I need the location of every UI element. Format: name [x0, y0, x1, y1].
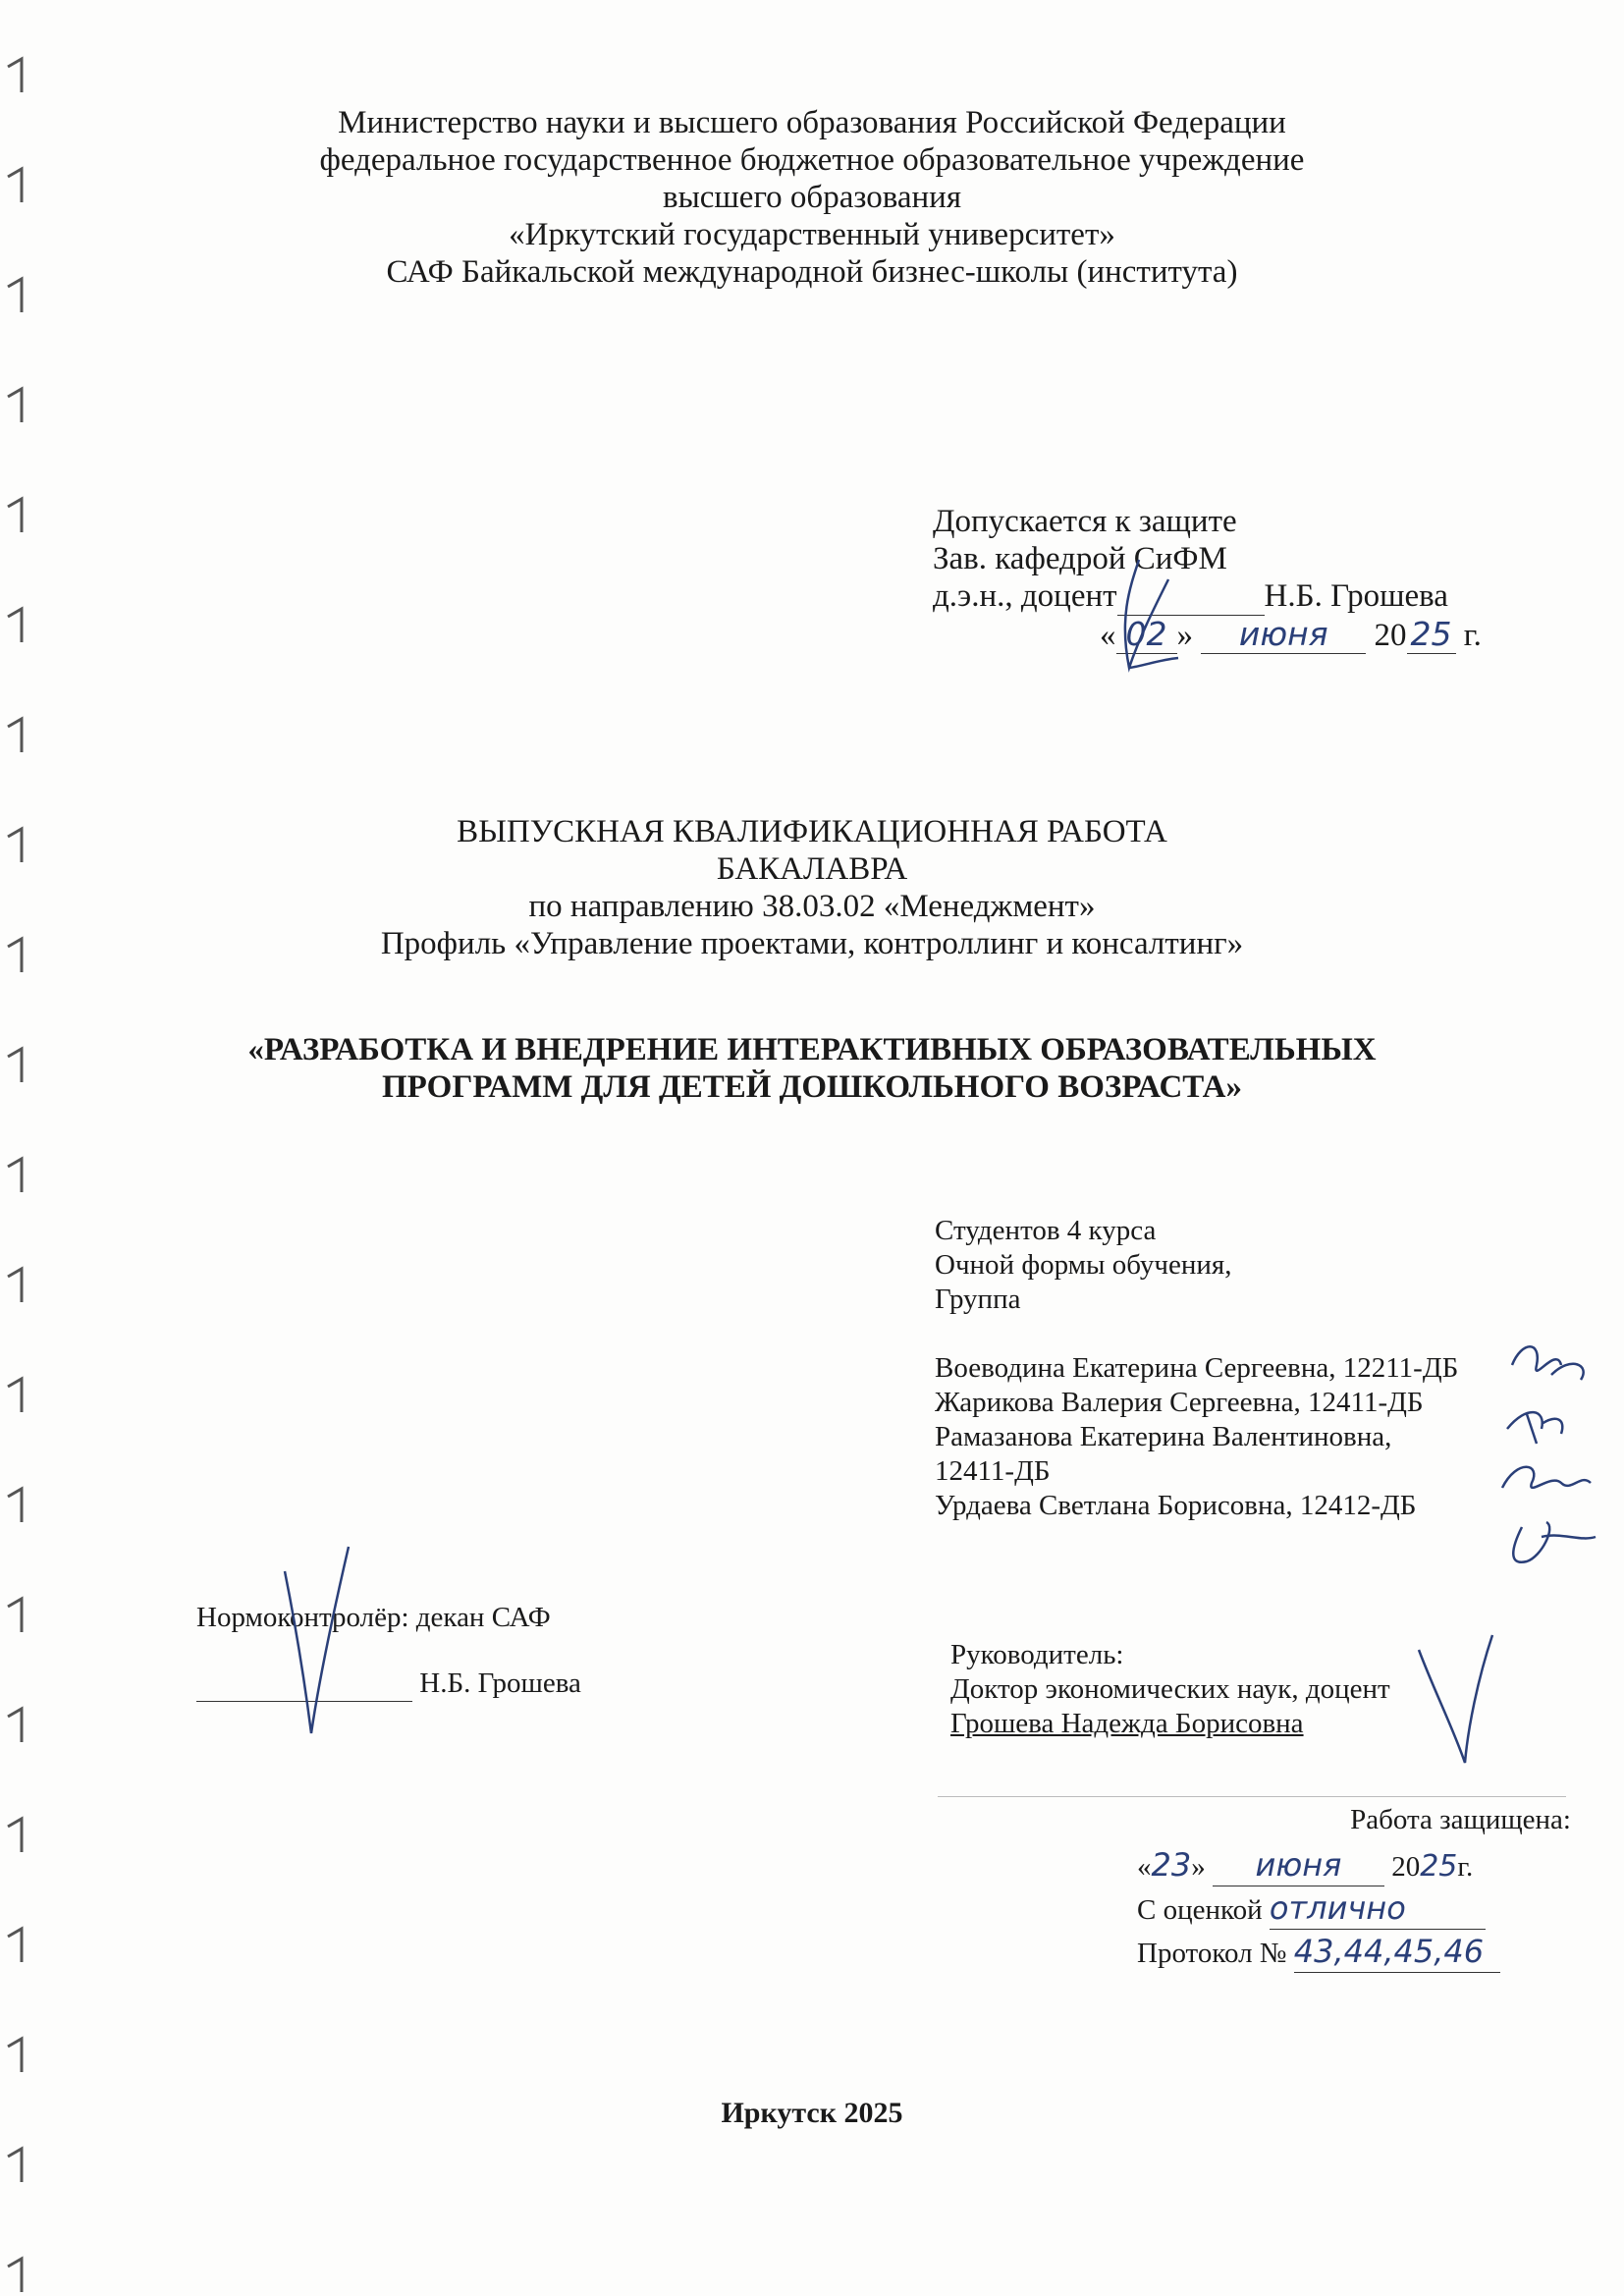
divider-line — [938, 1796, 1566, 1797]
defense-date-close-quote: » — [1191, 1851, 1206, 1883]
approval-date-close-quote: » — [1176, 618, 1193, 653]
defense-protocol-row — [1137, 1931, 1500, 1974]
approval-date-suffix: г. — [1463, 618, 1482, 653]
approval-date-year-suffix: 25 — [1407, 616, 1456, 654]
defense-date-month: июня — [1213, 1844, 1384, 1886]
defense-date-year-suffix: 25 — [1420, 1849, 1458, 1884]
header-line-education-level: высшего образования — [663, 180, 961, 215]
header-line-institution-type: федеральное государственное бюджетное образовательное учреждение — [319, 142, 1305, 178]
student-1: Воеводина Екатерина Сергеевна, 12211-ДБ — [935, 1352, 1459, 1384]
footer-city-year: Иркутск 2025 — [721, 2097, 903, 2129]
normcontrol-label: Нормоконтролёр: декан САФ — [196, 1602, 551, 1633]
work-type-line2: БАКАЛАВРА — [716, 851, 908, 887]
thesis-topic-line2: ПРОГРАММ ДЛЯ ДЕТЕЙ ДОШКОЛЬНОГО ВОЗРАСТА» — [382, 1069, 1242, 1105]
direction-line: по направлению 38.03.02 «Менеджмент» — [528, 889, 1096, 924]
supervisor-name: Грошева Надежда Борисовна — [950, 1708, 1304, 1739]
header-line-university: «Иркутский государственный университет» — [509, 217, 1115, 252]
binding-mark — [8, 1709, 22, 1742]
institution-header — [0, 104, 1624, 291]
header-line-school: САФ Байкальской международной бизнес-школы (института) — [386, 254, 1238, 290]
profile-line: Профиль «Управление проектами, контроллинг и консалтинг» — [380, 926, 1244, 961]
normcontrol-signature-row — [196, 1667, 581, 1702]
work-title-block — [0, 813, 1624, 962]
supervisor-block — [950, 1638, 1390, 1741]
normcontrol-block — [196, 1601, 581, 1702]
supervisor-signature-scribble — [1414, 1630, 1502, 1768]
defense-grade-row — [1137, 1887, 1500, 1931]
defense-label: Работа защищена: — [1350, 1804, 1571, 1835]
defense-grade: отлично — [1270, 1887, 1486, 1930]
student-3: Рамазанова Екатерина Валентиновна, — [935, 1421, 1392, 1452]
students-form: Очной формы обучения, — [935, 1249, 1232, 1281]
student-3-group: 12411-ДБ — [935, 1455, 1051, 1487]
approval-signature-scribble — [1100, 550, 1218, 687]
binding-mark — [8, 1489, 22, 1522]
binding-mark — [8, 2259, 22, 2292]
supervisor-title: Доктор экономических наук, доцент — [950, 1673, 1390, 1705]
binding-mark — [8, 1379, 22, 1412]
thesis-topic-line1: «РАЗРАБОТКА И ВНЕДРЕНИЕ ИНТЕРАКТИВНЫХ ОБРАЗОВАТЕЛЬНЫХ — [247, 1032, 1377, 1067]
students-block — [935, 1214, 1458, 1523]
defense-date-day: 23 — [1151, 1846, 1192, 1884]
binding-mark — [8, 719, 22, 752]
binding-mark — [8, 1159, 22, 1192]
binding-mark — [8, 59, 22, 92]
binding-mark — [8, 2149, 22, 2182]
header-line-ministry: Министерство науки и высшего образования Российской Федерации — [338, 105, 1286, 140]
thesis-topic — [0, 1031, 1624, 1106]
normcontrol-signature-scribble — [280, 1542, 358, 1738]
defense-date-suffix: г. — [1457, 1851, 1474, 1883]
approval-date-year-prefix: 20 — [1374, 618, 1407, 653]
approval-line-head: Зав. кафедрой СиФМ — [933, 541, 1227, 576]
approval-name: Н.Б. Грошева — [1264, 578, 1448, 614]
approval-title: д.э.н., доцент — [933, 578, 1117, 614]
binding-mark — [8, 499, 22, 532]
defense-block — [1137, 1844, 1500, 1974]
binding-mark — [8, 1929, 22, 1962]
binding-mark — [8, 2039, 22, 2072]
binding-mark — [8, 609, 22, 642]
defense-date — [1137, 1844, 1500, 1887]
defense-grade-label: С оценкой — [1137, 1894, 1263, 1926]
binding-mark — [8, 1599, 22, 1632]
student-2: Жарикова Валерия Сергеевна, 12411-ДБ — [935, 1387, 1424, 1418]
work-type-line1: ВЫПУСКНАЯ КВАЛИФИКАЦИОННАЯ РАБОТА — [457, 814, 1167, 849]
defense-protocol-label: Протокол № — [1137, 1938, 1287, 1969]
binding-mark — [8, 1269, 22, 1302]
binding-mark — [8, 1819, 22, 1852]
approval-line-admitted: Допускается к защите — [933, 504, 1237, 539]
students-group: Группа — [935, 1284, 1021, 1315]
student-signatures — [1502, 1336, 1610, 1581]
students-course: Студентов 4 курса — [935, 1215, 1157, 1246]
approval-date-day: 02 — [1116, 616, 1177, 654]
binding-marks — [0, 0, 39, 2296]
normcontrol-name: Н.Б. Грошева — [419, 1667, 581, 1699]
supervisor-label: Руководитель: — [950, 1639, 1124, 1670]
binding-mark — [8, 389, 22, 422]
defense-date-year-prefix: 20 — [1391, 1851, 1421, 1883]
defense-protocol-number: 43,44,45,46 — [1294, 1931, 1500, 1973]
defense-date-open-quote: « — [1137, 1851, 1152, 1883]
approval-date-month: июня — [1201, 616, 1366, 654]
student-4: Урдаева Светлана Борисовна, 12412-ДБ — [935, 1490, 1417, 1521]
approval-date-open-quote: « — [1100, 618, 1116, 653]
